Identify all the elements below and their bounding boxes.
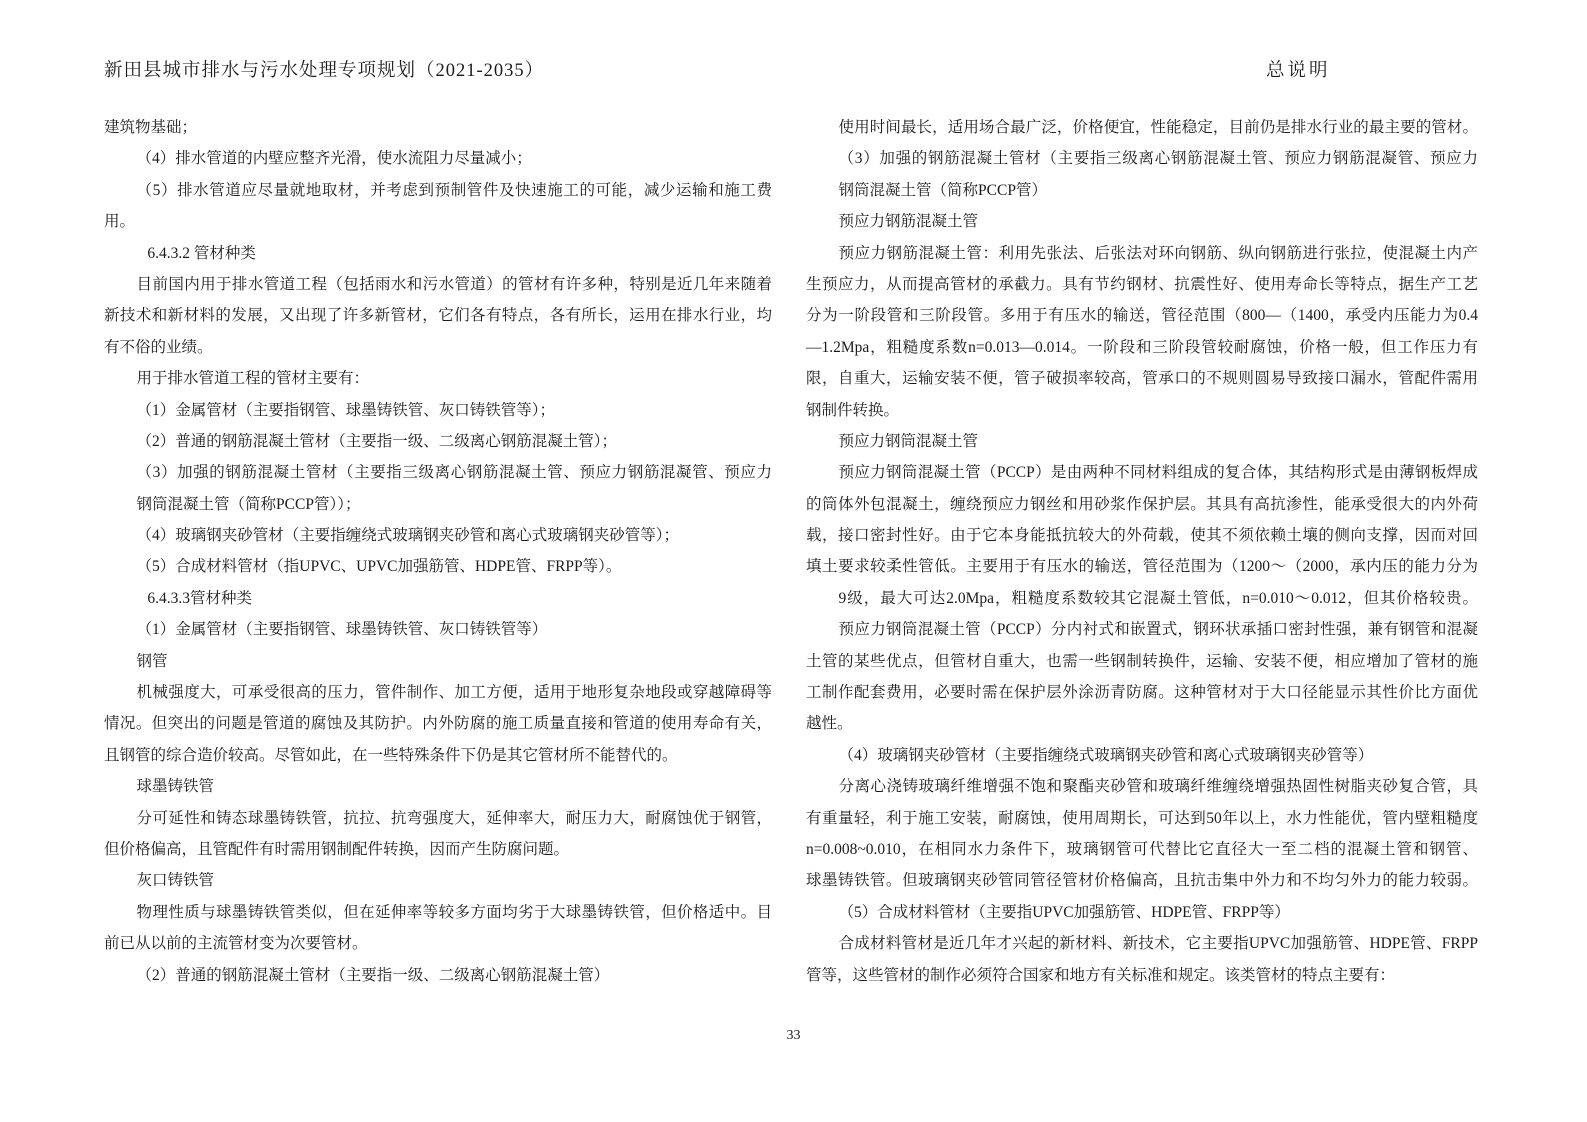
left-text-column	[104, 112, 772, 991]
text-line: 越性。	[806, 715, 853, 733]
text-line: （2）普通的钢筋混凝土管材（主要指一级、二级离心钢筋混凝土管）	[136, 966, 610, 984]
text-line: 预应力钢筒混凝土管（PCCP）是由两种不同材料组成的复合体，其结构形式是由薄钢板焊成	[838, 464, 1478, 482]
text-line: （1）金属管材（主要指钢管、球墨铸铁管、灰口铸铁管等）	[136, 621, 548, 639]
text-line: （3）加强的钢筋混凝土管材（主要指三级离心钢筋混凝土管、预应力钢筋混凝管、预应力	[136, 464, 772, 482]
text-line: 管等，这些管材的制作必须符合国家和地方有关标准和规定。该类管材的特点主要有：	[806, 966, 1396, 984]
page-number: 33	[786, 1028, 801, 1043]
text-line: —1.2Mpa，粗糙度系数n=0.013—0.014。一阶段和三阶段管较耐腐蚀，价格一般，但工作压力有	[806, 338, 1478, 356]
text-line: 合成材料管材是近几年才兴起的新材料、新技术，它主要指UPVC加强筋管、HDPE管、FRPP	[838, 935, 1478, 953]
text-line: 9级，最大可达2.0Mpa，粗糙度系数较其它混凝土管低，n=0.010～0.012，但其价格较贵。	[838, 589, 1478, 607]
text-line: 分为一阶段管和三阶段管。多用于有压水的输送，管径范围（800—（1400，承受内压能力为0.4	[806, 307, 1478, 325]
text-line: 预应力钢筋混凝土管：利用先张法、后张法对环向钢筋、纵向钢筋进行张拉，使混凝土内产	[838, 244, 1478, 262]
text-line: 分可延性和铸态球墨铸铁管，抗拉、抗弯强度大，延伸率大，耐压力大，耐腐蚀优于钢管，	[136, 809, 772, 827]
right-text-column	[806, 112, 1478, 991]
text-line: 有不俗的业绩。	[104, 338, 213, 356]
text-line: 载，接口密封性好。由于它本身能抵抗较大的外荷载，使其不须依赖土壤的侧向支撑，因而对回	[806, 527, 1478, 545]
text-line: （4）排水管道的内壁应整齐光滑，使水流阻力尽量减小；	[136, 150, 532, 168]
text-line: 情况。但突出的问题是管道的腐蚀及其防护。内外防腐的施工质量直接和管道的使用寿命有关，	[104, 715, 772, 733]
header-section-label: 总说明	[1266, 61, 1331, 81]
text-line: （4）玻璃钢夹砂管材（主要指缠绕式玻璃钢夹砂管和离心式玻璃钢夹砂管等）	[838, 746, 1374, 764]
text-line: 目前国内用于排水管道工程（包括雨水和污水管道）的管材有许多种，特别是近几年来随着	[136, 275, 772, 293]
text-line: 6.4.3.3管材种类	[147, 589, 253, 607]
text-line: （3）加强的钢筋混凝土管材（主要指三级离心钢筋混凝土管、预应力钢筋混凝管、预应力	[838, 150, 1478, 168]
text-line: 预应力钢筋混凝土管	[838, 213, 979, 231]
text-line: n=0.008~0.010，在相同水力条件下，玻璃钢管可代替比它直径大一至二档的混凝土管和钢管、	[806, 840, 1478, 858]
text-line: 但价格偏高，且管配件有时需用钢制配件转换，因而产生防腐问题。	[104, 840, 570, 858]
text-line: 限，自重大，运输安装不便，管子破损率较高，管承口的不规则圆易导致接口漏水，管配件需用	[806, 370, 1478, 388]
text-line: （2）普通的钢筋混凝土管材（主要指一级、二级离心钢筋混凝土管）；	[136, 432, 618, 450]
text-line: 6.4.3.2 管材种类	[147, 244, 256, 262]
text-line: 土管的某些优点，但管材自重大，也需一些钢制转换件，运输、安装不便，相应增加了管材的施	[806, 652, 1478, 670]
text-line: 钢筒混凝土管（简称PCCP管））；	[136, 495, 361, 513]
text-line: 机械强度大，可承受很高的压力，管件制作、加工方便，适用于地形复杂地段或穿越障碍等	[136, 684, 772, 702]
text-line: 建筑物基础；	[104, 119, 198, 136]
text-line: （5）合成材料管材（主要指UPVC加强筋管、HDPE管、FRPP等）	[838, 903, 1290, 921]
text-line: （5）合成材料管材（指UPVC、UPVC加强筋管、HDPE管、FRPP等）。	[136, 558, 622, 576]
text-line: （1）金属管材（主要指钢管、球墨铸铁管、灰口铸铁管等）；	[136, 401, 556, 419]
text-line: （4）玻璃钢夹砂管材（主要指缠绕式玻璃钢夹砂管和离心式玻璃钢夹砂管等）；	[136, 527, 680, 545]
text-line: 新技术和新材料的发展，又出现了许多新管材，它们各有特点，各有所长，运用在排水行业，均	[104, 307, 772, 325]
text-line: 球墨铸铁管	[136, 778, 215, 796]
text-line: 分离心浇铸玻璃纤维增强不饱和聚酯夹砂管和玻璃纤维缠绕增强热固性树脂夹砂复合管，具	[838, 778, 1478, 796]
text-line: 预应力钢筒混凝土管（PCCP）分内衬式和嵌置式，钢环状承插口密封性强，兼有钢管和混凝	[838, 621, 1478, 639]
text-line: 钢制件转换。	[806, 401, 900, 419]
text-line: 钢管	[136, 652, 168, 670]
text-line: 钢筒混凝土管（简称PCCP管）	[838, 181, 1047, 199]
text-line: 工制作配套费用，必要时需在保护层外涂沥青防腐。这种管材对于大口径能显示其性价比方面优	[806, 684, 1478, 702]
text-line: 用。	[104, 213, 136, 231]
text-line: 用于排水管道工程的管材主要有：	[136, 370, 370, 388]
text-line: 填土要求较柔性管低。主要用于有压水的输送，管径范围为（1200～（2000，承内压的能力分为	[806, 558, 1478, 576]
text-line: 的筒体外包混凝土，缠绕预应力钢丝和用砂浆作保护层。其具有高抗渗性，能承受很大的内外荷	[806, 495, 1478, 513]
text-line: 预应力钢筒混凝土管	[838, 432, 979, 450]
text-line: 物理性质与球墨铸铁管类似，但在延伸率等较多方面均劣于大球墨铸铁管，但价格适中。目	[136, 903, 772, 921]
text-line: 生预应力，从而提高管材的承截力。具有节约钢材、抗震性好、使用寿命长等特点，据生产工艺	[806, 275, 1478, 293]
header-document-title: 新田县城市排水与污水处理专项规划（2021-2035）	[104, 61, 545, 81]
text-line: 有重量轻，利于施工安装，耐腐蚀，使用周期长，可达到50年以上，水力性能优，管内壁粗糙度	[806, 809, 1478, 827]
text-line: 灰口铸铁管	[136, 872, 215, 890]
text-line: （5）排水管道应尽量就地取材，并考虑到预制管件及快速施工的可能，减少运输和施工费	[136, 181, 772, 199]
text-line: 且钢管的综合造价较高。尽管如此，在一些特殊条件下仍是其它管材所不能替代的。	[104, 746, 678, 764]
text-line: 使用时间最长，适用场合最广泛，价格便宜，性能稳定，目前仍是排水行业的最主要的管材。	[838, 119, 1478, 136]
text-line: 前已从以前的主流管材变为次要管材。	[104, 935, 368, 953]
text-line: 球墨铸铁管。但玻璃钢夹砂管同管径管材价格偏高，且抗击集中外力和不均匀外力的能力较弱。	[806, 872, 1478, 890]
